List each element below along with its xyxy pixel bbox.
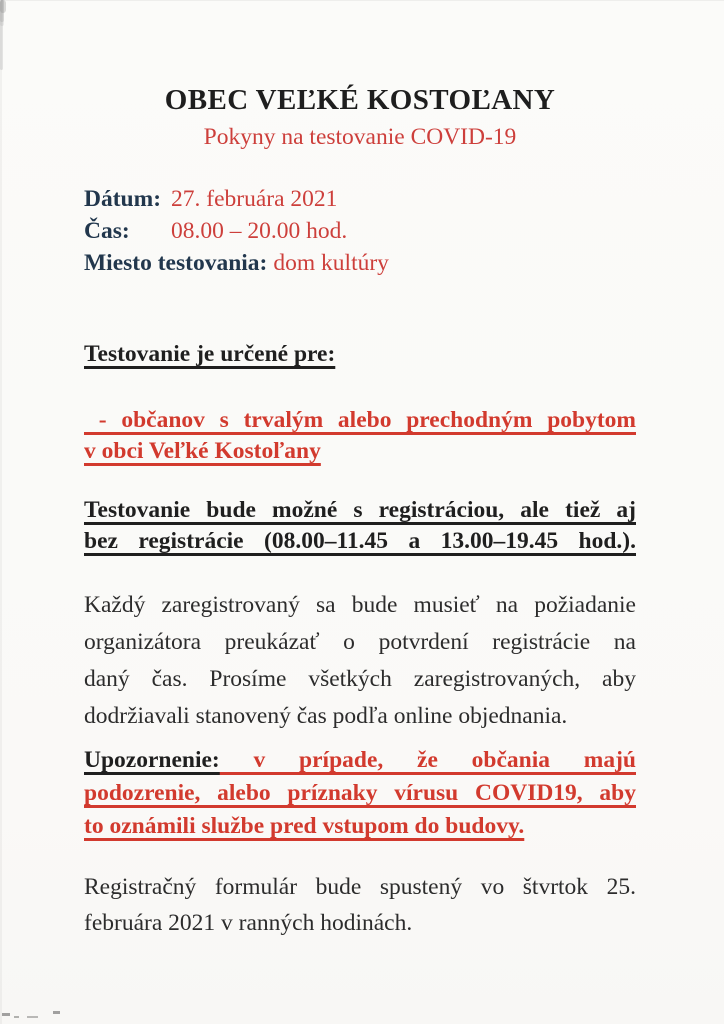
scan-artifact <box>53 1011 60 1014</box>
info-row-place <box>84 247 636 279</box>
section-heading-eligibility: Testovanie je určené pre: <box>84 341 336 367</box>
registration-paragraph-line-2: organizátora preukázať o potvrdení registrácie na <box>84 629 636 655</box>
form-paragraph-line-1: Registračný formulár bude spustený vo štvrtok 25. <box>84 874 636 900</box>
form-paragraph <box>84 869 636 941</box>
scan-artifact <box>0 0 4 22</box>
date-label: Dátum: <box>84 186 162 212</box>
warning-text-start: v prípade, že občania majú <box>219 747 636 773</box>
document-content <box>84 0 636 941</box>
eligibility-item-text-line-2: v obci Veľké Kostoľany <box>84 438 321 464</box>
warning-first-line <box>84 744 636 777</box>
warning-text-line-1: podozrenie, alebo príznaky vírusu COVID19, aby <box>84 780 636 806</box>
scan-artifact <box>27 1016 38 1018</box>
registration-paragraph-line-1: Každý zaregistrovaný sa bude musieť na požiadanie <box>84 592 636 618</box>
section-heading-registration-line-2: bez registrácie (08.00–11.45 a 13.00–19.45 hod.). <box>84 528 636 554</box>
scan-edge-shade <box>0 0 2 1024</box>
registration-paragraph <box>84 587 636 735</box>
time-value: 08.00 – 20.00 hod. <box>171 218 348 244</box>
warning-text-line-2: to oznámili službe pred vstupom do budovy. <box>84 813 525 839</box>
registration-paragraph-line-3: daný čas. Prosíme všetkých zaregistrovaných, aby <box>84 666 636 692</box>
eligibility-item-text <box>84 405 636 467</box>
info-block <box>84 183 636 279</box>
scan-artifact <box>14 1016 19 1018</box>
scan-artifact <box>0 0 724 1</box>
section-heading-registration <box>84 495 636 557</box>
form-paragraph-line-2: februára 2021 v ranných hodinách. <box>84 910 413 936</box>
info-row-time <box>84 215 636 247</box>
place-value: dom kultúry <box>273 250 389 276</box>
section-heading-registration-line-1: Testovanie bude možné s registráciou, ale tiež aj <box>84 497 636 523</box>
time-label: Čas: <box>84 218 130 244</box>
warning-label: Upozornenie: <box>84 747 220 773</box>
warning-block <box>84 744 636 843</box>
registration-paragraph-line-4: dodržiavali stanovený čas podľa online objednania. <box>84 703 568 729</box>
warning-text <box>84 777 636 843</box>
scan-artifact <box>2 1013 10 1016</box>
eligibility-item-text-line-1: - občanov s trvalým alebo prechodným pobytom <box>84 407 636 433</box>
date-value: 27. februára 2021 <box>171 186 338 212</box>
page-subtitle: Pokyny na testovanie COVID-19 <box>203 124 517 150</box>
place-label: Miesto testovania: <box>84 250 268 276</box>
page-title: OBEC VEĽKÉ KOSTOĽANY <box>164 84 556 116</box>
info-row-date <box>84 183 636 215</box>
